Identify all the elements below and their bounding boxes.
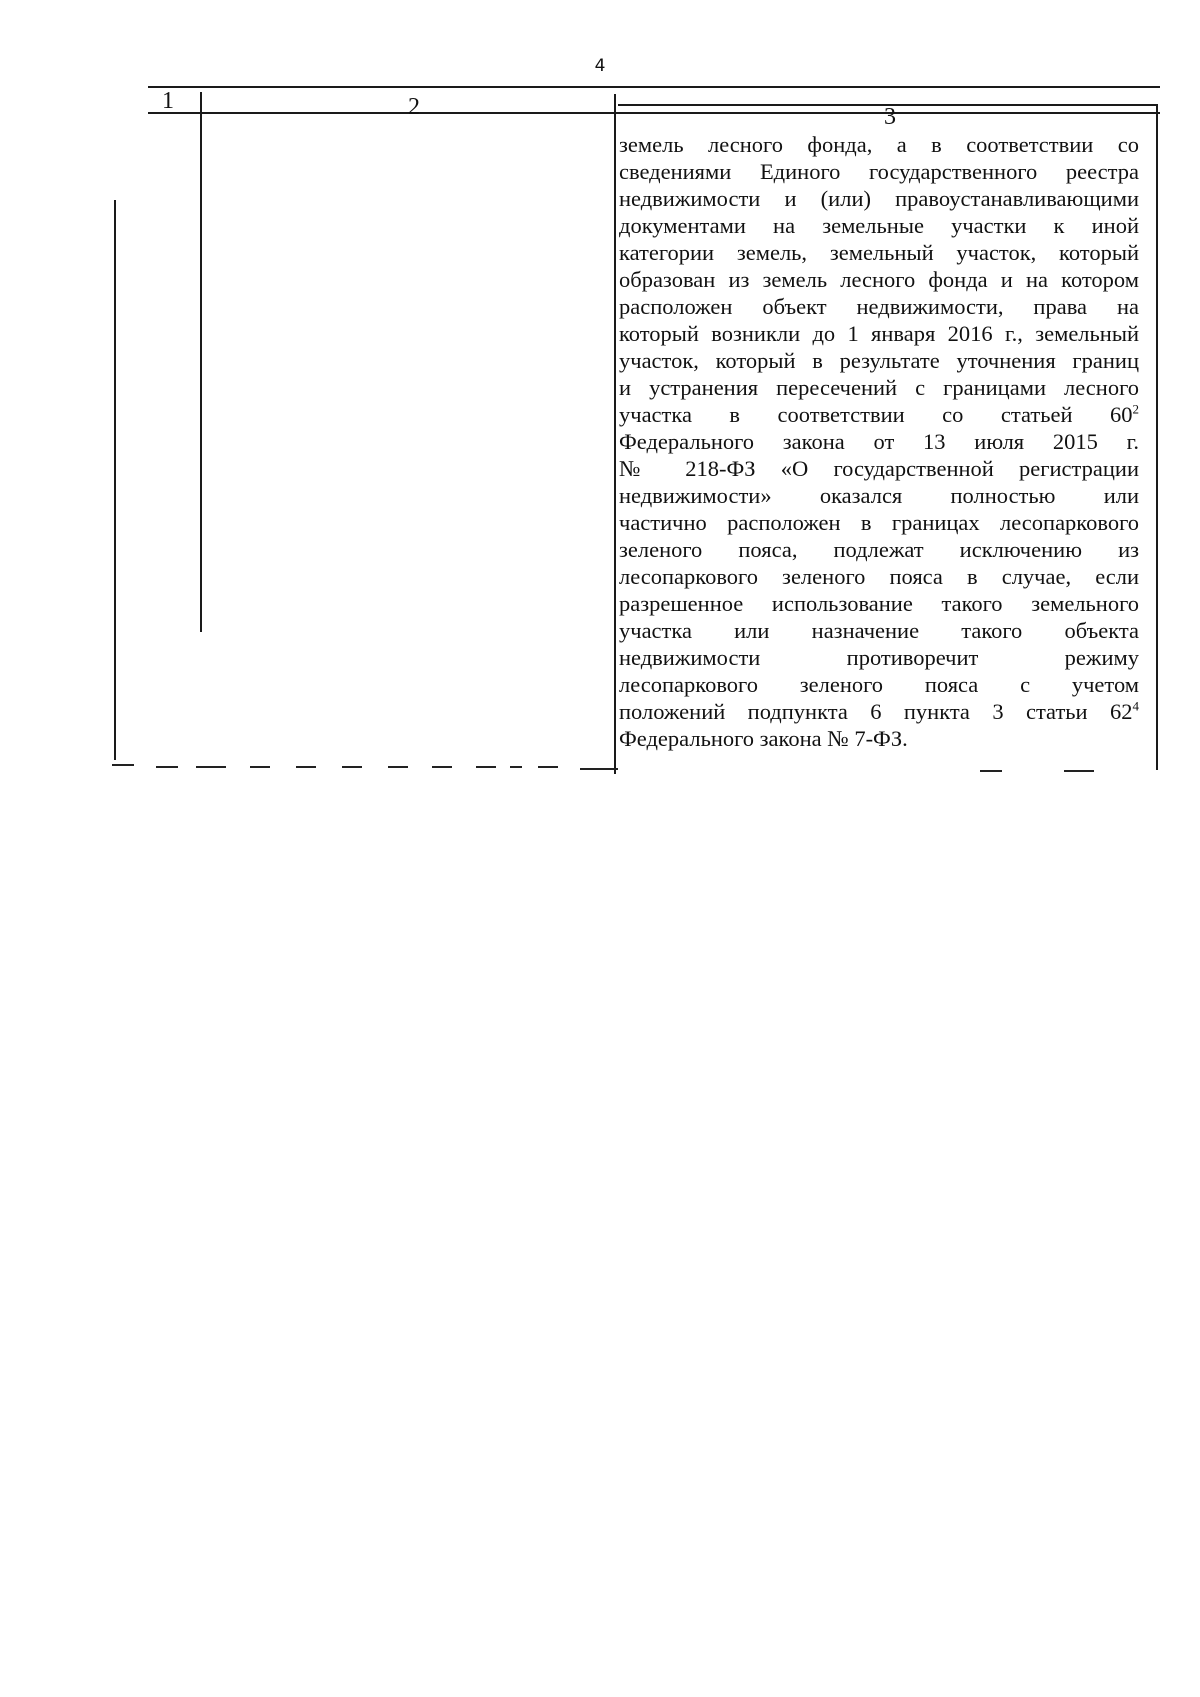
bottom-dash bbox=[196, 766, 226, 768]
text-line: и устранения пересечений с границами лесного bbox=[619, 375, 1139, 400]
bottom-dash bbox=[1064, 770, 1094, 772]
bottom-dash bbox=[980, 770, 1002, 772]
text-line: частично расположен в границах лесопаркового bbox=[619, 510, 1139, 535]
text-line: участка в соответствии со статьей $60^2$ bbox=[619, 401, 1139, 427]
text-line: недвижимости противоречит режиму bbox=[619, 645, 1139, 670]
text-line: лесопаркового зеленого пояса с учетом bbox=[619, 672, 1139, 697]
text-line: участка или назначение такого объекта bbox=[619, 618, 1139, 643]
text-line: образован из земель лесного фонда и на котором bbox=[619, 267, 1139, 292]
bottom-dash bbox=[156, 766, 178, 768]
bottom-dash bbox=[112, 764, 134, 766]
text-line: Федерального закона № 7-ФЗ. bbox=[619, 726, 908, 751]
bottom-dash bbox=[538, 766, 558, 768]
bottom-dash bbox=[250, 766, 270, 768]
bottom-dash bbox=[432, 766, 452, 768]
text-line: недвижимости и (или) правоустанавливающими bbox=[619, 186, 1139, 211]
superscript: 4 bbox=[1132, 698, 1139, 714]
text-line: разрешенное использование такого земельного bbox=[619, 591, 1139, 616]
superscript: 2 bbox=[1132, 401, 1139, 417]
bottom-dash bbox=[388, 766, 408, 768]
bottom-dash bbox=[510, 766, 522, 768]
bottom-dash bbox=[342, 766, 362, 768]
bottom-dash bbox=[476, 766, 496, 768]
text-line: сведениями Единого государственного реестра bbox=[619, 159, 1139, 184]
column-2-divider bbox=[614, 94, 616, 774]
bottom-dash bbox=[580, 768, 618, 770]
header-separator bbox=[148, 112, 1160, 114]
text-line: участок, который в результате уточнения границ bbox=[619, 348, 1139, 373]
table-left-border bbox=[114, 200, 116, 760]
column-1-header: 1 bbox=[162, 88, 174, 114]
text-line: расположен объект недвижимости, права на bbox=[619, 294, 1139, 319]
column-3-header: 3 bbox=[884, 104, 896, 130]
column-1-divider bbox=[200, 92, 202, 632]
text-line: Федерального закона от 13 июля 2015 г. bbox=[619, 429, 1139, 454]
text-line: который возникли до 1 января 2016 г., земельный bbox=[619, 321, 1139, 346]
text-line: недвижимости» оказался полностью или bbox=[619, 483, 1139, 508]
column-2-header: 2 bbox=[408, 94, 420, 120]
text-line: категории земель, земельный участок, который bbox=[619, 240, 1139, 265]
table-top-border bbox=[148, 86, 1160, 88]
column-3-text bbox=[619, 131, 1139, 752]
text-line: положений подпункта 6 пункта 3 статьи $62^4$ bbox=[619, 698, 1139, 724]
table-right-border bbox=[1156, 104, 1158, 770]
text-line: документами на земельные участки к иной bbox=[619, 213, 1139, 238]
text-line: земель лесного фонда, а в соответствии со bbox=[619, 132, 1139, 157]
text-line: лесопаркового зеленого пояса в случае, если bbox=[619, 564, 1139, 589]
text-line: № 218-ФЗ «О государственной регистрации bbox=[619, 456, 1139, 481]
page-number: 4 bbox=[594, 56, 606, 76]
bottom-dash bbox=[296, 766, 316, 768]
text-line: зеленого пояса, подлежат исключению из bbox=[619, 537, 1139, 562]
